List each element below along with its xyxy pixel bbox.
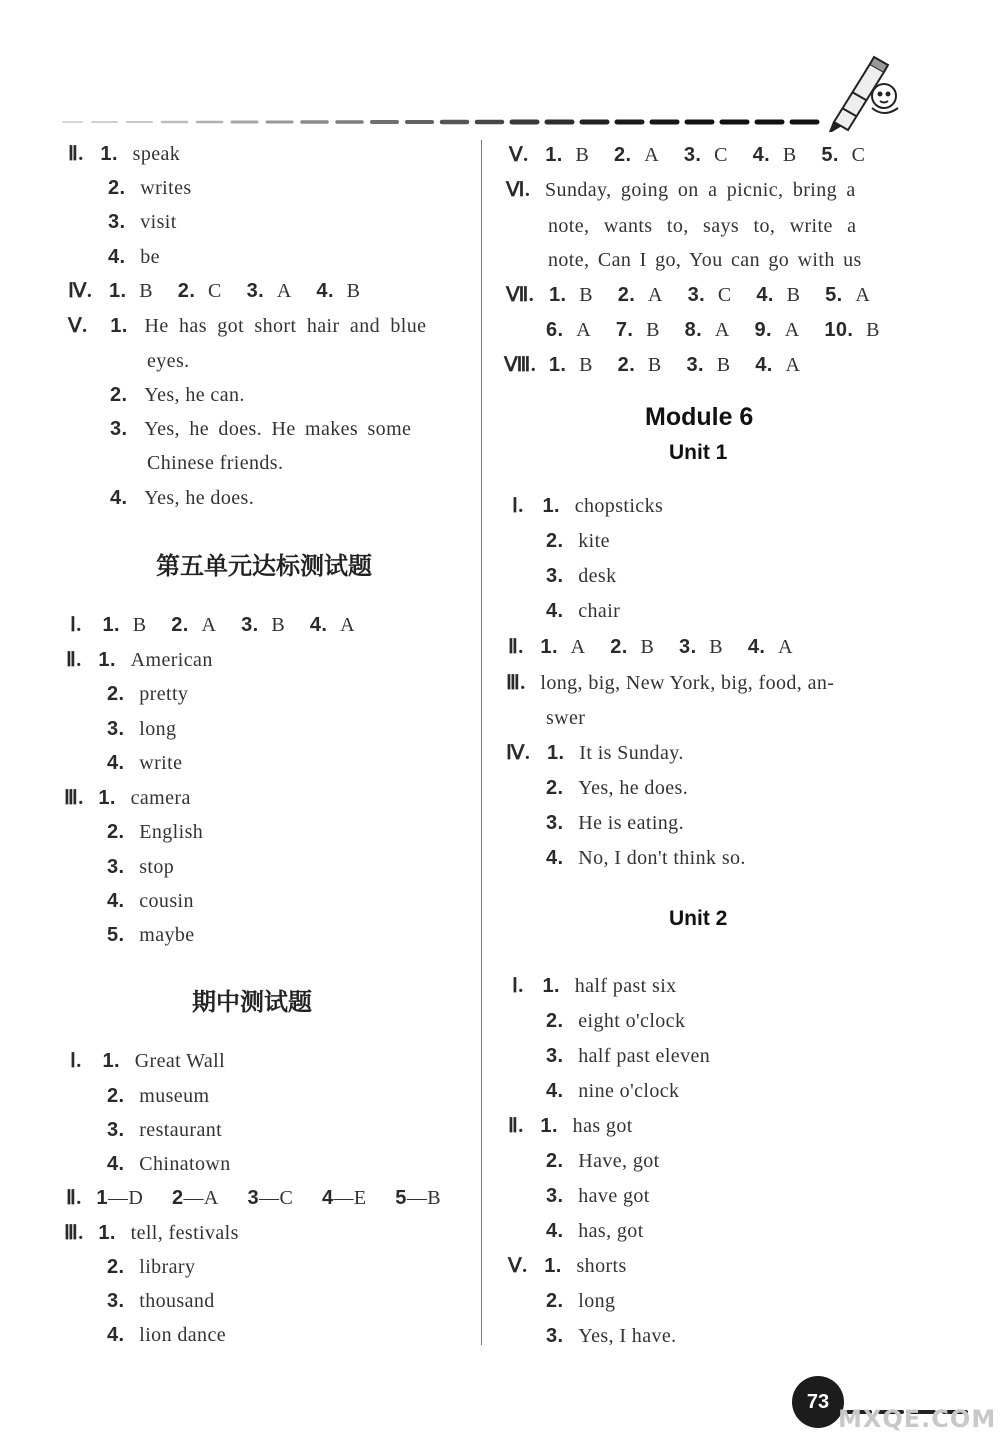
- answer-text: C: [851, 144, 866, 166]
- item-number: 1.: [547, 742, 565, 764]
- roman-numeral: Ⅴ.: [509, 144, 529, 166]
- item-number: 4.: [546, 847, 564, 869]
- answer-text: —C: [259, 1187, 294, 1209]
- roman-numeral: Ⅰ.: [70, 1050, 82, 1072]
- answer-line: [546, 843, 746, 872]
- answer-line: [506, 738, 684, 767]
- answer-text: A: [714, 319, 730, 341]
- module-title: Module 6: [645, 403, 754, 431]
- answer-line: [546, 1286, 615, 1315]
- answer-text: —E: [333, 1187, 367, 1209]
- item-number: 2: [171, 1187, 184, 1209]
- item-number: 4.: [316, 280, 334, 302]
- answer-line-continued: [546, 703, 585, 732]
- answer-text: eyes.: [147, 350, 190, 372]
- answer-text: speak: [132, 143, 181, 165]
- answer-line: [110, 380, 245, 409]
- answer-line: [107, 1320, 226, 1349]
- answer-line: [107, 1252, 195, 1281]
- answer-line: [107, 1115, 222, 1144]
- item-number: 1.: [102, 614, 120, 636]
- answer-text: chopsticks: [574, 495, 664, 517]
- answer-text: lion dance: [139, 1324, 226, 1346]
- item-number: 2.: [610, 636, 628, 658]
- watermark: MXQE.COM: [838, 1405, 997, 1433]
- item-number: 1.: [98, 787, 116, 809]
- answer-line: [64, 783, 191, 812]
- answer-line: [508, 1111, 633, 1140]
- answer-text: kite: [578, 530, 610, 552]
- answer-text: nine o'clock: [578, 1080, 680, 1102]
- answer-line: [546, 526, 610, 555]
- answer-line: [66, 1183, 441, 1212]
- item-number: 2.: [107, 1256, 125, 1278]
- item-number: 4.: [546, 600, 564, 622]
- answer-line-continued: [548, 211, 856, 240]
- answer-line: [107, 920, 195, 949]
- item-number: 5.: [107, 924, 125, 946]
- item-number: 1.: [102, 1050, 120, 1072]
- item-number: 3.: [546, 1045, 564, 1067]
- roman-numeral: Ⅶ.: [506, 284, 535, 306]
- answer-line: [107, 714, 176, 743]
- answer-text: swer: [546, 707, 586, 729]
- answer-line: [68, 139, 180, 168]
- answer-text: Yes, he does. He makes some: [144, 418, 412, 440]
- answer-text: eight o'clock: [578, 1010, 686, 1032]
- item-number: 1.: [540, 636, 558, 658]
- answer-text: B: [271, 614, 286, 636]
- answer-line: [107, 748, 182, 777]
- answer-line: [68, 311, 426, 340]
- answer-text: thousand: [139, 1290, 215, 1312]
- answer-text: Sunday, going on a picnic, bring a: [545, 179, 856, 201]
- answer-line: [107, 1286, 215, 1315]
- item-number: 4.: [756, 284, 774, 306]
- item-number: 2.: [614, 144, 632, 166]
- answer-text: B: [579, 354, 593, 376]
- item-number: 1.: [542, 975, 560, 997]
- answer-text: He is eating.: [578, 812, 684, 834]
- item-number: 3.: [246, 280, 265, 302]
- item-number: 3: [247, 1187, 260, 1209]
- roman-numeral: Ⅰ.: [512, 495, 524, 517]
- item-number: 4.: [108, 246, 126, 268]
- item-number: 3.: [546, 812, 564, 834]
- roman-numeral: Ⅷ.: [504, 354, 537, 376]
- item-number: 6.: [546, 319, 564, 341]
- roman-numeral: Ⅲ.: [64, 1222, 84, 1244]
- answer-text: long, big, New York, big, food, an-: [540, 672, 835, 694]
- item-number: 3.: [679, 636, 697, 658]
- answer-text: A: [276, 280, 292, 302]
- answer-line-continued: [147, 346, 190, 375]
- item-number: 2.: [546, 1150, 564, 1172]
- answer-text: A: [785, 354, 801, 376]
- answer-line: [546, 808, 684, 837]
- item-number: 3.: [683, 144, 702, 166]
- item-number: 4: [321, 1187, 334, 1209]
- answer-text: has got: [572, 1115, 633, 1137]
- answer-text: Yes, I have.: [578, 1325, 677, 1347]
- answer-line: [506, 280, 870, 309]
- answer-line: [108, 207, 177, 236]
- item-number: 4.: [309, 614, 328, 636]
- column-divider: [481, 140, 482, 1345]
- item-number: 1.: [98, 1222, 116, 1244]
- answer-text: A: [644, 144, 660, 166]
- answer-text: museum: [139, 1085, 210, 1107]
- item-number: 7.: [615, 319, 634, 341]
- answer-line-continued: [147, 448, 283, 477]
- answer-line: [107, 679, 188, 708]
- roman-numeral: Ⅳ.: [68, 280, 93, 302]
- item-number: 5: [395, 1187, 407, 1209]
- answer-text: A: [647, 284, 663, 306]
- answer-line: [107, 817, 203, 846]
- item-number: 3.: [108, 211, 126, 233]
- item-number: 3.: [107, 1290, 125, 1312]
- answer-text: A: [340, 614, 355, 636]
- answer-text: desk: [578, 565, 617, 587]
- roman-numeral: Ⅳ.: [506, 742, 531, 764]
- header-dashed-rule: [62, 118, 822, 126]
- item-number: 4.: [752, 144, 771, 166]
- item-number: 2.: [107, 821, 125, 843]
- item-number: 1.: [548, 354, 567, 376]
- answer-line: [509, 140, 865, 169]
- item-number: 2.: [617, 284, 636, 306]
- item-number: 5.: [821, 144, 839, 166]
- item-number: 3.: [241, 614, 259, 636]
- answer-text: note, wants to, says to, write a: [548, 215, 857, 237]
- roman-numeral: Ⅱ.: [66, 649, 82, 671]
- answer-text: B: [139, 280, 154, 302]
- roman-numeral: Ⅱ.: [66, 1187, 82, 1209]
- answer-line: [66, 645, 213, 674]
- answer-text: Have, got: [578, 1150, 660, 1172]
- answer-text: long: [139, 718, 177, 740]
- answer-text: cousin: [139, 890, 194, 912]
- pencil-icon: [822, 52, 902, 132]
- answer-line: [107, 1149, 231, 1178]
- answer-text: English: [139, 821, 204, 843]
- item-number: 1.: [544, 1255, 562, 1277]
- item-number: 3.: [546, 1325, 564, 1347]
- answer-text: chair: [578, 600, 621, 622]
- answer-text: restaurant: [139, 1119, 223, 1141]
- answer-line: [107, 852, 174, 881]
- item-number: 2.: [617, 354, 636, 376]
- answer-text: A: [778, 636, 793, 658]
- answer-line: [512, 491, 663, 520]
- item-number: 9.: [754, 319, 772, 341]
- answer-line: [508, 1251, 627, 1280]
- answer-line: [68, 276, 360, 305]
- answer-text: American: [130, 649, 213, 671]
- item-number: 1: [96, 1187, 108, 1209]
- item-number: 4.: [107, 890, 125, 912]
- answer-text: note, Can I go, You can go with us: [548, 249, 862, 271]
- roman-numeral: Ⅲ.: [506, 672, 526, 694]
- answer-text: B: [716, 354, 731, 376]
- item-number: 10.: [824, 319, 854, 341]
- answer-text: shorts: [576, 1255, 627, 1277]
- answer-text: half past six: [574, 975, 677, 997]
- answer-line: [546, 1181, 650, 1210]
- section-title-midterm: 期中测试题: [192, 988, 312, 1016]
- answer-text: B: [782, 144, 797, 166]
- answer-text: —D: [107, 1187, 144, 1209]
- answer-line: [110, 414, 411, 443]
- answer-line: [70, 1046, 225, 1075]
- item-number: 2.: [177, 280, 196, 302]
- answer-line: [546, 596, 620, 625]
- item-number: 4.: [747, 636, 766, 658]
- roman-numeral: Ⅲ.: [64, 787, 84, 809]
- answer-line: [546, 1006, 685, 1035]
- answer-line-continued: [548, 245, 862, 274]
- item-number: 3.: [686, 354, 704, 376]
- answer-line: [110, 483, 254, 512]
- answer-line: [546, 1041, 710, 1070]
- section-title-unit5-test: 第五单元达标测试题: [156, 552, 372, 580]
- unit-title: Unit 2: [669, 907, 728, 930]
- answer-text: has, got: [578, 1220, 644, 1242]
- answer-text: A: [855, 284, 871, 306]
- item-number: 3.: [107, 856, 125, 878]
- item-number: 4.: [110, 487, 128, 509]
- answer-text: B: [132, 614, 147, 636]
- roman-numeral: Ⅴ.: [508, 1255, 528, 1277]
- answer-text: B: [646, 319, 660, 341]
- answer-text: long: [578, 1290, 616, 1312]
- answer-line: [546, 1076, 679, 1105]
- answer-text: half past eleven: [578, 1045, 711, 1067]
- answer-text: No, I don't think so.: [578, 847, 746, 869]
- item-number: 1.: [100, 143, 118, 165]
- answer-line: [546, 315, 880, 344]
- answer-text: maybe: [139, 924, 195, 946]
- item-number: 8.: [684, 319, 703, 341]
- item-number: 4.: [107, 752, 125, 774]
- answer-text: library: [139, 1256, 196, 1278]
- item-number: 2.: [546, 777, 564, 799]
- roman-numeral: Ⅴ.: [68, 315, 88, 337]
- answer-text: B: [579, 284, 593, 306]
- answer-line: [108, 173, 192, 202]
- answer-text: C: [714, 144, 728, 166]
- answer-text: write: [139, 752, 183, 774]
- answer-text: Chinese friends.: [147, 452, 284, 474]
- item-number: 3.: [107, 1119, 125, 1141]
- item-number: 2.: [546, 1010, 564, 1032]
- item-number: 4.: [546, 1080, 564, 1102]
- item-number: 3.: [687, 284, 706, 306]
- roman-numeral: Ⅱ.: [508, 1115, 524, 1137]
- answer-line: [107, 886, 194, 915]
- item-number: 1.: [545, 144, 563, 166]
- answer-text: pretty: [139, 683, 189, 705]
- answer-line: [64, 1218, 239, 1247]
- answer-line: [506, 175, 856, 204]
- unit-title: Unit 1: [669, 441, 728, 464]
- answer-line: [504, 350, 800, 379]
- answer-text: Yes, he does.: [144, 487, 255, 509]
- page-number: 73: [792, 1376, 844, 1428]
- roman-numeral: Ⅰ.: [512, 975, 524, 997]
- item-number: 2.: [546, 530, 564, 552]
- answer-text: B: [346, 280, 361, 302]
- item-number: 1.: [548, 284, 567, 306]
- answer-text: —A: [183, 1187, 219, 1209]
- item-number: 3.: [107, 718, 125, 740]
- answer-text: B: [647, 354, 662, 376]
- roman-numeral: Ⅰ.: [70, 614, 82, 636]
- answer-text: visit: [140, 211, 177, 233]
- answer-line: [108, 242, 160, 271]
- item-number: 4.: [107, 1324, 125, 1346]
- answer-text: B: [709, 636, 724, 658]
- answer-text: stop: [139, 856, 175, 878]
- answer-line: [546, 561, 617, 590]
- answer-line: [506, 668, 834, 697]
- answer-text: A: [784, 319, 800, 341]
- answer-text: Yes, he does.: [578, 777, 689, 799]
- item-number: 2.: [107, 1085, 125, 1107]
- answer-text: A: [570, 636, 586, 658]
- item-number: 1.: [542, 495, 560, 517]
- answer-text: Great Wall: [134, 1050, 226, 1072]
- answer-text: writes: [140, 177, 192, 199]
- item-number: 2.: [108, 177, 126, 199]
- answer-text: tell, festivals: [130, 1222, 239, 1244]
- roman-numeral: Ⅵ.: [506, 179, 531, 201]
- answer-text: Chinatown: [139, 1153, 231, 1175]
- item-number: 5.: [825, 284, 843, 306]
- answer-text: It is Sunday.: [579, 742, 684, 764]
- item-number: 2.: [107, 683, 125, 705]
- answer-line: [70, 610, 355, 639]
- answer-line: [546, 1321, 677, 1350]
- item-number: 1.: [540, 1115, 558, 1137]
- item-number: 4.: [755, 354, 773, 376]
- item-number: 3.: [546, 565, 564, 587]
- answer-text: have got: [578, 1185, 650, 1207]
- item-number: 3.: [110, 418, 128, 440]
- item-number: 3.: [546, 1185, 564, 1207]
- item-number: 2.: [546, 1290, 564, 1312]
- item-number: 2.: [171, 614, 189, 636]
- item-number: 4.: [546, 1220, 564, 1242]
- answer-line: [546, 773, 688, 802]
- item-number: 1.: [98, 649, 116, 671]
- answer-line: [546, 1216, 644, 1245]
- answer-text: B: [575, 144, 590, 166]
- item-number: 4.: [107, 1153, 125, 1175]
- answer-line: [546, 1146, 660, 1175]
- item-number: 1.: [109, 280, 127, 302]
- answer-text: camera: [130, 787, 191, 809]
- answer-text: A: [201, 614, 217, 636]
- roman-numeral: Ⅱ.: [68, 143, 84, 165]
- item-number: 1.: [110, 315, 128, 337]
- answer-text: Yes, he can.: [144, 384, 245, 406]
- answer-text: B: [786, 284, 801, 306]
- answer-text: C: [208, 280, 222, 302]
- answer-text: B: [640, 636, 655, 658]
- item-number: 2.: [110, 384, 128, 406]
- answer-line: [107, 1081, 209, 1110]
- answer-text: —B: [406, 1187, 441, 1209]
- answer-line: [512, 971, 677, 1000]
- roman-numeral: Ⅱ.: [508, 636, 524, 658]
- answer-text: A: [576, 319, 592, 341]
- answer-text: C: [717, 284, 732, 306]
- answer-text: B: [866, 319, 880, 341]
- answer-text: He has got short hair and blue: [144, 315, 427, 337]
- answer-text: be: [140, 246, 160, 268]
- answer-line: [508, 632, 793, 661]
